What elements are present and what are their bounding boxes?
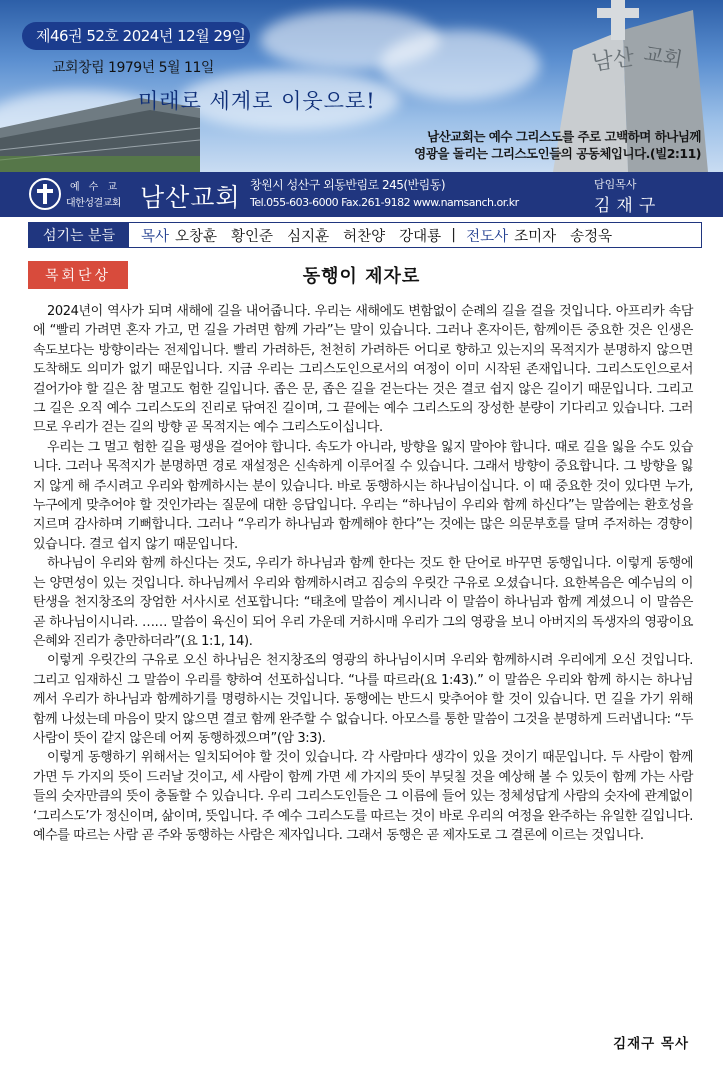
minister-name: 황인준 <box>231 228 274 245</box>
founding-date: 교회창립 1979년 5월 11일 <box>52 60 214 76</box>
senior-pastor-name: 김재구 <box>594 196 662 216</box>
evangelist-role-label: 전도사 <box>466 228 509 245</box>
church-vision <box>351 128 701 162</box>
denomination-subname: 대한성결교회 <box>66 198 121 209</box>
church-info-bar <box>0 172 723 217</box>
minister-name: 오창훈 <box>175 228 218 245</box>
issue-info-badge: 제46권 52호 2024년 12월 29일 <box>22 22 250 50</box>
minister-name: 송정욱 <box>570 228 613 245</box>
church-motto: 미래로 세계로 이웃으로! <box>138 89 376 113</box>
ministers-list <box>28 222 702 248</box>
church-address: 창원시 성산구 외동반림로 245(반림동) <box>250 178 446 192</box>
divider: | <box>451 227 457 243</box>
senior-pastor-title: 담임목사 <box>594 178 637 191</box>
svg-text:교회: 교회 <box>642 41 685 72</box>
cloud-decoration <box>380 30 540 100</box>
pastor-role-label: 목사 <box>141 228 170 245</box>
denomination-name: 예수교 <box>70 182 126 193</box>
svg-text:남산: 남산 <box>590 45 636 76</box>
ministers-names <box>129 225 626 246</box>
masthead-banner <box>0 0 723 172</box>
church-contact: Tel.055-603-6000 Fax.261-9182 www.namsanch.or.kr <box>250 196 519 209</box>
church-name: 남산교회 <box>140 183 241 212</box>
column-paragraph: 2024년이 역사가 되며 새해에 길을 내어줍니다. 우리는 새해에도 변함없이 순례의 길을 걸을 것입니다. 아프리카 속담에 “빨리 가려면 혼자 가고, 먼 길을 가려면 함께 가라”는 말이 있습니다. 그러나 혼자이든, 함께이든 중요한 것은 인생은 속도보다는 방향이라는 전제입니다. 빨리 가려하든, 천천히 가려하든 어디로 향하고 있는지의 목적지가 분명하지 않으면 도착해도 의미가 없기 때문입니다. 지금 우리는 그리스도인으로서의 여정이 이미 시작된 존재입니다. 그리스도인으로서 걸어가야 할 길은 참 멀고도 험한 길입니다. 좁은 문, 좁은 길을 걷는다는 것은 결코 쉽지 않은 길이기 때문입니다. 그리고 그 길은 오직 예수 그리스도의 진리로 닦여진 길이며, 그 끝에는 예수 그리스도의 장성한 분량이 기다리고 있습니다. 그러므로 우리가 걷는 길의 방향 곧 목적지는 예수 그리스도이십니다. <box>33 304 693 436</box>
vision-line: 영광을 돌리는 그리스도인들의 공동체입니다.(빌2:11) <box>414 146 701 161</box>
minister-name: 심지훈 <box>287 228 330 245</box>
author-signature: 김재구 목사 <box>613 1036 689 1052</box>
ministers-label: 섬기는 분들 <box>29 223 129 247</box>
column-body <box>33 302 693 845</box>
church-logo-icon <box>29 178 61 210</box>
minister-name: 강대룡 <box>399 228 442 245</box>
column-title: 동행이 제자로 <box>302 266 421 287</box>
column-paragraph: 우리는 그 멀고 험한 길을 평생을 걸어야 합니다. 속도가 아니라, 방향을 잃지 말아야 합니다. 때로 길을 잃을 수도 있습니다. 그러나 목적지가 분명하면 경로 재설정은 신속하게 이루어질 수 있습니다. 그래서 방향이 중요합니다. 그 방향을 잃지 않게 해 주시려고 우리와 함께하시는 분이 있습니다. 바로 동행하시는 하나님이십니다. 이 때 중요한 것이 있다면 누가, 누구에게 맞추어야 할 것인가라는 질문에 대한 응답입니다. 우리는 “하나님이 우리와 함께 하신다”는 말씀에는 환호성을 지르며 감사하며 기뻐합니다. 그러나 “우리가 하나님과 함께해야 한다”는 것에는 많은 의문부호를 달며 주저하는 경향이 있습니다. 결코 쉽지 않기 때문입니다. <box>33 439 693 552</box>
column-paragraph: 하나님이 우리와 함께 하신다는 것도, 우리가 하나님과 함께 한다는 것도 한 단어로 바꾸면 동행입니다. 이렇게 동행에는 양면성이 있는 것입니다. 하나님께서 우리와 함께하시려고 짐승의 우릿간 구유로 오셨습니다. 요한복음은 예수님의 이 탄생을 천지창조의 장엄한 서사시로 선포합니다: “태초에 말씀이 계시니라 이 말씀이 하나님과 함께 계셨으니 이 말씀은 곧 하나님이시니라. …… 말씀이 육신이 되어 우리 가운데 거하시매 우리가 그의 영광을 보니 아버지의 독생자의 영광이요 은혜와 진리가 충만하더라”(요 1:1, 14). <box>33 556 693 649</box>
minister-name: 허찬양 <box>343 228 386 245</box>
minister-name: 조미자 <box>514 228 557 245</box>
column-category-tag: 목회단상 <box>28 261 128 289</box>
column-paragraph: 이렇게 동행하기 위해서는 일치되어야 할 것이 있습니다. 각 사람마다 생각이 있을 것이기 때문입니다. 두 사람이 함께 가면 두 가지의 뜻이 드러날 것이고, 세 사람이 함께 가면 세 가지의 뜻이 부딪칠 것을 예상해 볼 수 있듯이 함께 가는 사람들의 숫자만큼의 뜻이 충돌할 수 있습니다. 우리 그리스도인들은 그 이름에 들어 있는 정체성답게 사람의 숫자에 관계없이 ‘그리스도’가 정신이며, 삶이며, 뜻입니다. 주 예수 그리스도를 따르는 것이 바로 우리의 여정을 완주하는 유일한 길입니다. 예수를 따르는 사람 곧 주와 동행하는 사람은 제자입니다. 그래서 동행은 곧 제자도로 그 결론에 이르는 것입니다. <box>33 750 693 843</box>
column-paragraph: 이렇게 우릿간의 구유로 오신 하나님은 천지창조의 영광의 하나님이시며 우리와 함께하시려 우리에게 오신 것입니다. 그리고 임재하신 그 말씀이 우리를 향하여 선포하십니다. “나를 따르라(요 1:43).” 이 말씀은 우리와 함께 하시는 하나님께서 우리가 하나님과 함께하기를 명령하시는 것입니다. 동행에는 반드시 맞추어야 할 것이 있습니다. 먼 길을 가기 위해 함께 나섰는데 마음이 맞지 않으면 결코 함께 완주할 수 없습니다. 아모스를 통한 말씀이 그것을 분명하게 드러냅니다: “두 사람이 뜻이 같지 않은데 어찌 동행하겠으며”(암 3:3). <box>33 653 693 746</box>
vision-line: 남산교회는 예수 그리스도를 주로 고백하며 하나님께 <box>427 129 701 144</box>
